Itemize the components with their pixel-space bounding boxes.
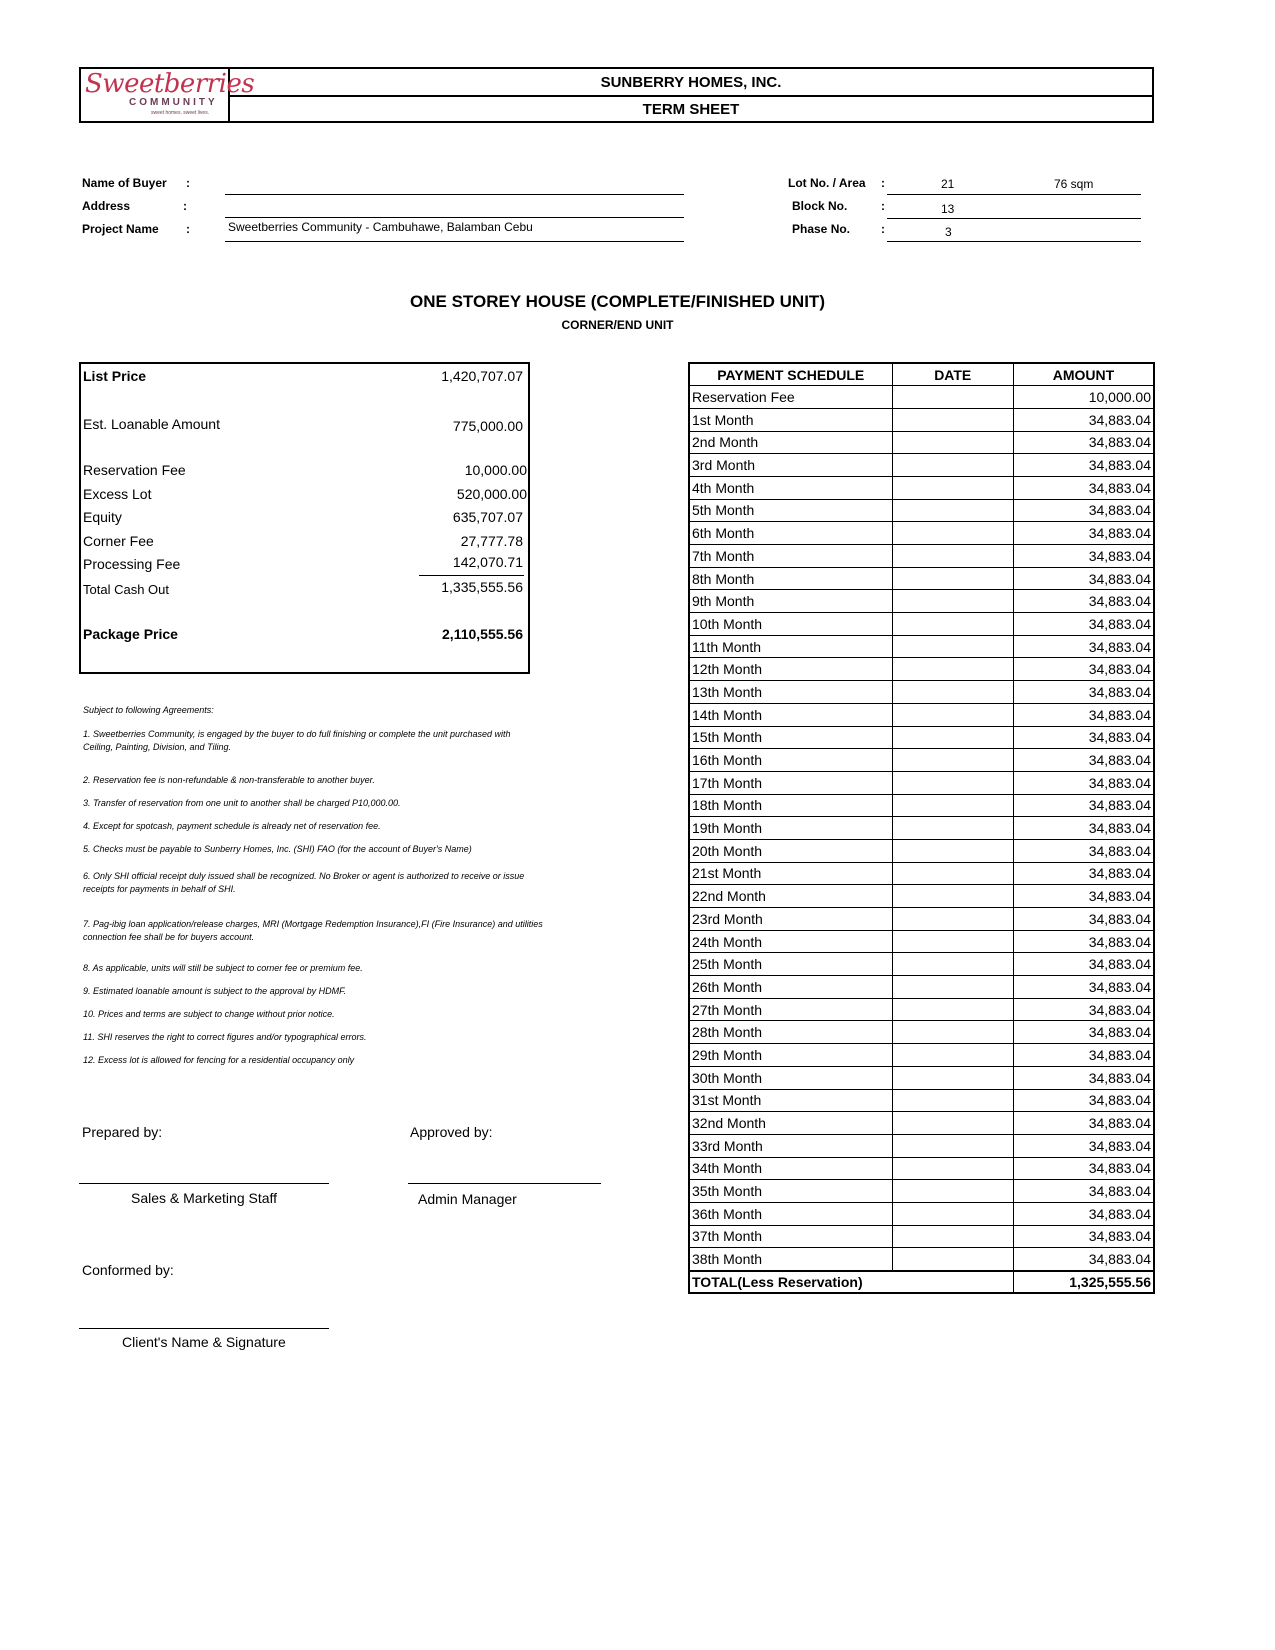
payment-amount: 34,883.04 xyxy=(1013,930,1154,953)
agreement-item: 9. Estimated loanable amount is subject to the approval by HDMF. xyxy=(83,986,346,996)
payment-label: 6th Month xyxy=(689,522,892,545)
table-row xyxy=(689,771,1154,794)
agreement-item: 7. Pag-ibig loan application/release charges, MRI (Mortgage Redemption Insurance),FI (Fire Insurance) and utilities connection fee shall be for buyers account. xyxy=(83,919,543,942)
document-title: TERM SHEET xyxy=(642,100,740,118)
amount-header: AMOUNT xyxy=(1013,363,1154,386)
payment-amount: 34,883.04 xyxy=(1013,454,1154,477)
payment-amount: 34,883.04 xyxy=(1013,794,1154,817)
address-label: Address xyxy=(82,199,131,213)
payment-label: 21st Month xyxy=(689,862,892,885)
table-row xyxy=(689,726,1154,749)
table-row xyxy=(689,703,1154,726)
payment-date xyxy=(892,545,1013,568)
client-signature-role: Client's Name & Signature xyxy=(122,1334,286,1350)
total-cash-out-label: Total Cash Out xyxy=(83,582,169,597)
payment-date xyxy=(892,499,1013,522)
payment-label: 36th Month xyxy=(689,1202,892,1225)
table-header-row xyxy=(689,363,1154,386)
payment-date xyxy=(892,386,1013,409)
table-row xyxy=(689,1180,1154,1203)
payment-amount: 34,883.04 xyxy=(1013,476,1154,499)
reservation-label: Reservation Fee xyxy=(83,462,186,478)
payment-label: 4th Month xyxy=(689,476,892,499)
payment-amount: 34,883.04 xyxy=(1013,1044,1154,1067)
payment-label: 38th Month xyxy=(689,1248,892,1271)
payment-label: 32nd Month xyxy=(689,1112,892,1135)
table-row xyxy=(689,908,1154,931)
payment-amount: 34,883.04 xyxy=(1013,885,1154,908)
subtotal-rule xyxy=(419,575,524,576)
payment-date xyxy=(892,908,1013,931)
block-field xyxy=(887,199,1141,219)
payment-date xyxy=(892,1225,1013,1248)
payment-date xyxy=(892,976,1013,999)
header-box xyxy=(79,67,1154,123)
conformed-by-label: Conformed by: xyxy=(82,1262,174,1278)
payment-label: 20th Month xyxy=(689,839,892,862)
payment-amount: 34,883.04 xyxy=(1013,839,1154,862)
payment-amount: 34,883.04 xyxy=(1013,635,1154,658)
agreement-item: 4. Except for spotcash, payment schedule is already net of reservation fee. xyxy=(83,821,381,831)
logo-script: Sweetberries xyxy=(85,69,255,99)
payment-label: 19th Month xyxy=(689,817,892,840)
agreement-item: 5. Checks must be payable to Sunberry Homes, Inc. (SHI) FAO (for the account of Buyer's Name) xyxy=(83,844,472,854)
table-row xyxy=(689,545,1154,568)
payment-label: 15th Month xyxy=(689,726,892,749)
payment-label: 29th Month xyxy=(689,1044,892,1067)
payment-label: 3rd Month xyxy=(689,454,892,477)
payment-label: 16th Month xyxy=(689,749,892,772)
table-row xyxy=(689,1066,1154,1089)
payment-amount: 34,883.04 xyxy=(1013,567,1154,590)
sales-staff-role: Sales & Marketing Staff xyxy=(131,1190,278,1206)
colon: : xyxy=(186,222,190,236)
payment-date xyxy=(892,817,1013,840)
payment-date xyxy=(892,726,1013,749)
table-row xyxy=(689,953,1154,976)
payment-date xyxy=(892,431,1013,454)
payment-amount: 34,883.04 xyxy=(1013,771,1154,794)
payment-date xyxy=(892,408,1013,431)
list-price-value: 1,420,707.07 xyxy=(441,368,523,384)
payment-amount: 34,883.04 xyxy=(1013,1248,1154,1271)
approved-signature-line xyxy=(408,1183,601,1184)
table-row xyxy=(689,1134,1154,1157)
payment-date xyxy=(892,1066,1013,1089)
equity-label: Equity xyxy=(83,509,122,525)
payment-amount: 10,000.00 xyxy=(1013,386,1154,409)
payment-date xyxy=(892,703,1013,726)
client-signature-line xyxy=(79,1328,329,1329)
table-row xyxy=(689,1157,1154,1180)
table-row xyxy=(689,817,1154,840)
payment-amount: 34,883.04 xyxy=(1013,590,1154,613)
prepared-by-label: Prepared by: xyxy=(82,1124,163,1140)
package-price-value: 2,110,555.56 xyxy=(442,626,523,642)
payment-date xyxy=(892,1202,1013,1225)
payment-label: 1st Month xyxy=(689,408,892,431)
payment-amount: 34,883.04 xyxy=(1013,1225,1154,1248)
payment-label: 17th Month xyxy=(689,771,892,794)
agreement-item: 2. Reservation fee is non-refundable & non-transferable to another buyer. xyxy=(83,775,375,785)
payment-date xyxy=(892,839,1013,862)
project-label: Project Name xyxy=(82,222,159,236)
corner-fee-value: 27,777.78 xyxy=(460,533,523,549)
payment-date xyxy=(892,1021,1013,1044)
prepared-signature-line xyxy=(79,1183,329,1184)
payment-amount: 34,883.04 xyxy=(1013,1021,1154,1044)
date-header: DATE xyxy=(892,363,1013,386)
payment-amount: 34,883.04 xyxy=(1013,681,1154,704)
colon: : xyxy=(881,222,885,236)
payment-date xyxy=(892,454,1013,477)
address-field xyxy=(225,199,684,218)
table-row xyxy=(689,476,1154,499)
payment-amount: 34,883.04 xyxy=(1013,1112,1154,1135)
payment-date xyxy=(892,862,1013,885)
payment-date xyxy=(892,1157,1013,1180)
payment-date xyxy=(892,1248,1013,1271)
payment-date xyxy=(892,1044,1013,1067)
table-row xyxy=(689,454,1154,477)
payment-label: 25th Month xyxy=(689,953,892,976)
payment-date xyxy=(892,749,1013,772)
table-row xyxy=(689,749,1154,772)
company-name: SUNBERRY HOMES, INC. xyxy=(230,69,1152,97)
company-logo xyxy=(81,69,255,121)
agreement-item: 6. Only SHI official receipt duly issued shall be recognized. No Broker or agent is authorized to receive or issue receipts for payments in behalf of SHI. xyxy=(83,871,525,894)
table-row xyxy=(689,976,1154,999)
payment-label: 14th Month xyxy=(689,703,892,726)
table-row xyxy=(689,613,1154,636)
table-row xyxy=(689,998,1154,1021)
admin-manager-role: Admin Manager xyxy=(418,1191,517,1207)
table-row xyxy=(689,794,1154,817)
payment-label: 9th Month xyxy=(689,590,892,613)
payment-date xyxy=(892,1180,1013,1203)
payment-label: 27th Month xyxy=(689,998,892,1021)
payment-date xyxy=(892,930,1013,953)
payment-amount: 34,883.04 xyxy=(1013,522,1154,545)
table-row xyxy=(689,1248,1154,1271)
table-row xyxy=(689,862,1154,885)
payment-date xyxy=(892,885,1013,908)
block-label: Block No. xyxy=(792,199,848,213)
payment-amount: 34,883.04 xyxy=(1013,545,1154,568)
payment-schedule-body xyxy=(689,386,1154,1294)
phase-label: Phase No. xyxy=(792,222,851,236)
total-row xyxy=(689,1271,1154,1294)
table-row xyxy=(689,930,1154,953)
agreement-item: 8. As applicable, units will still be subject to corner fee or premium fee. xyxy=(83,963,363,973)
project-value: Sweetberries Community - Cambuhawe, Balamban Cebu xyxy=(228,220,533,234)
buyer-name-label: Name of Buyer xyxy=(82,176,167,190)
payment-label: 34th Month xyxy=(689,1157,892,1180)
payment-label: 10th Month xyxy=(689,613,892,636)
payment-date xyxy=(892,1134,1013,1157)
table-row xyxy=(689,1089,1154,1112)
payment-date xyxy=(892,771,1013,794)
table-row xyxy=(689,885,1154,908)
colon: : xyxy=(881,199,885,213)
project-field xyxy=(225,220,684,242)
loanable-value: 775,000.00 xyxy=(452,418,523,434)
payment-date xyxy=(892,476,1013,499)
processing-fee-value: 142,070.71 xyxy=(452,554,523,570)
corner-fee-label: Corner Fee xyxy=(83,533,154,549)
logo-word: COMMUNITY xyxy=(129,97,218,108)
processing-fee-label: Processing Fee xyxy=(83,556,181,572)
colon: : xyxy=(183,199,187,213)
lot-number: 21 xyxy=(941,177,955,191)
table-row xyxy=(689,499,1154,522)
payment-date xyxy=(892,613,1013,636)
total-label: TOTAL(Less Reservation) xyxy=(689,1271,1013,1294)
payment-label: 2nd Month xyxy=(689,431,892,454)
table-row xyxy=(689,567,1154,590)
unit-subtitle: CORNER/END UNIT xyxy=(561,318,674,332)
payment-amount: 34,883.04 xyxy=(1013,658,1154,681)
payment-label: 31st Month xyxy=(689,1089,892,1112)
block-number: 13 xyxy=(941,202,955,216)
table-row xyxy=(689,1044,1154,1067)
agreements-intro: Subject to following Agreements: xyxy=(83,705,214,715)
payment-amount: 34,883.04 xyxy=(1013,908,1154,931)
total-cash-out-value: 1,335,555.56 xyxy=(441,579,523,595)
payment-amount: 34,883.04 xyxy=(1013,703,1154,726)
loanable-label: Est. Loanable Amount xyxy=(83,416,220,432)
payment-date xyxy=(892,590,1013,613)
payment-date xyxy=(892,998,1013,1021)
payment-amount: 34,883.04 xyxy=(1013,1157,1154,1180)
list-price-label: List Price xyxy=(83,368,147,384)
table-row xyxy=(689,1225,1154,1248)
agreement-item: 12. Excess lot is allowed for fencing for a residential occupancy only xyxy=(83,1055,355,1065)
package-price-label: Package Price xyxy=(83,626,178,642)
table-row xyxy=(689,681,1154,704)
payment-label: 28th Month xyxy=(689,1021,892,1044)
payment-amount: 34,883.04 xyxy=(1013,998,1154,1021)
payment-amount: 34,883.04 xyxy=(1013,726,1154,749)
agreement-item: 11. SHI reserves the right to correct figures and/or typographical errors. xyxy=(83,1032,367,1042)
table-row xyxy=(689,1112,1154,1135)
excess-lot-label: Excess Lot xyxy=(83,486,152,502)
payment-label: Reservation Fee xyxy=(689,386,892,409)
buyer-name-field xyxy=(225,176,684,195)
payment-date xyxy=(892,522,1013,545)
agreement-item: 3. Transfer of reservation from one unit to another shall be charged P10,000.00. xyxy=(83,798,401,808)
phase-number: 3 xyxy=(945,225,952,239)
unit-title: ONE STOREY HOUSE (COMPLETE/FINISHED UNIT) xyxy=(410,292,825,311)
payment-label: 5th Month xyxy=(689,499,892,522)
payment-date xyxy=(892,794,1013,817)
payment-date xyxy=(892,635,1013,658)
table-row xyxy=(689,839,1154,862)
payment-amount: 34,883.04 xyxy=(1013,817,1154,840)
payment-amount: 34,883.04 xyxy=(1013,499,1154,522)
payment-amount: 34,883.04 xyxy=(1013,1202,1154,1225)
payment-amount: 34,883.04 xyxy=(1013,976,1154,999)
table-row xyxy=(689,1021,1154,1044)
table-row xyxy=(689,635,1154,658)
payment-schedule-header: PAYMENT SCHEDULE xyxy=(689,363,892,386)
payment-label: 35th Month xyxy=(689,1180,892,1203)
colon: : xyxy=(186,176,190,190)
logo-tagline: sweet homes. sweet lives. xyxy=(151,110,210,116)
payment-schedule-table xyxy=(688,362,1155,1294)
price-box xyxy=(79,362,530,674)
payment-amount: 34,883.04 xyxy=(1013,953,1154,976)
payment-label: 26th Month xyxy=(689,976,892,999)
payment-label: 11th Month xyxy=(689,635,892,658)
payment-date xyxy=(892,658,1013,681)
table-row xyxy=(689,658,1154,681)
lot-area-field xyxy=(887,175,1141,195)
payment-label: 12th Month xyxy=(689,658,892,681)
table-row xyxy=(689,590,1154,613)
payment-amount: 34,883.04 xyxy=(1013,613,1154,636)
lot-area: 76 sqm xyxy=(1054,177,1094,191)
payment-amount: 34,883.04 xyxy=(1013,1066,1154,1089)
payment-amount: 34,883.04 xyxy=(1013,862,1154,885)
payment-date xyxy=(892,567,1013,590)
table-row xyxy=(689,522,1154,545)
payment-label: 33rd Month xyxy=(689,1134,892,1157)
payment-label: 37th Month xyxy=(689,1225,892,1248)
payment-amount: 34,883.04 xyxy=(1013,749,1154,772)
payment-date xyxy=(892,1089,1013,1112)
phase-field xyxy=(887,222,1141,242)
payment-date xyxy=(892,681,1013,704)
colon: : xyxy=(881,176,885,190)
payment-amount: 34,883.04 xyxy=(1013,408,1154,431)
payment-amount: 34,883.04 xyxy=(1013,431,1154,454)
table-row xyxy=(689,1202,1154,1225)
payment-label: 8th Month xyxy=(689,567,892,590)
equity-value: 635,707.07 xyxy=(452,509,523,525)
table-row xyxy=(689,386,1154,409)
table-row xyxy=(689,431,1154,454)
payment-label: 24th Month xyxy=(689,930,892,953)
payment-label: 30th Month xyxy=(689,1066,892,1089)
payment-amount: 34,883.04 xyxy=(1013,1089,1154,1112)
payment-date xyxy=(892,1112,1013,1135)
payment-label: 22nd Month xyxy=(689,885,892,908)
lot-area-label: Lot No. / Area xyxy=(788,176,866,190)
payment-label: 18th Month xyxy=(689,794,892,817)
reservation-value: 10,000.00 xyxy=(464,462,527,478)
payment-amount: 34,883.04 xyxy=(1013,1134,1154,1157)
payment-label: 13th Month xyxy=(689,681,892,704)
agreement-item: 10. Prices and terms are subject to change without prior notice. xyxy=(83,1009,335,1019)
payment-date xyxy=(892,953,1013,976)
payment-label: 23rd Month xyxy=(689,908,892,931)
payment-amount: 34,883.04 xyxy=(1013,1180,1154,1203)
table-row xyxy=(689,408,1154,431)
total-amount: 1,325,555.56 xyxy=(1013,1271,1154,1294)
agreement-item: 1. Sweetberries Community, is engaged by the buyer to do full finishing or complete the unit purchased with Ceiling, Painting, Division, and Tiling. xyxy=(83,729,511,752)
payment-label: 7th Month xyxy=(689,545,892,568)
excess-lot-value: 520,000.00 xyxy=(456,486,527,502)
approved-by-label: Approved by: xyxy=(410,1124,493,1140)
